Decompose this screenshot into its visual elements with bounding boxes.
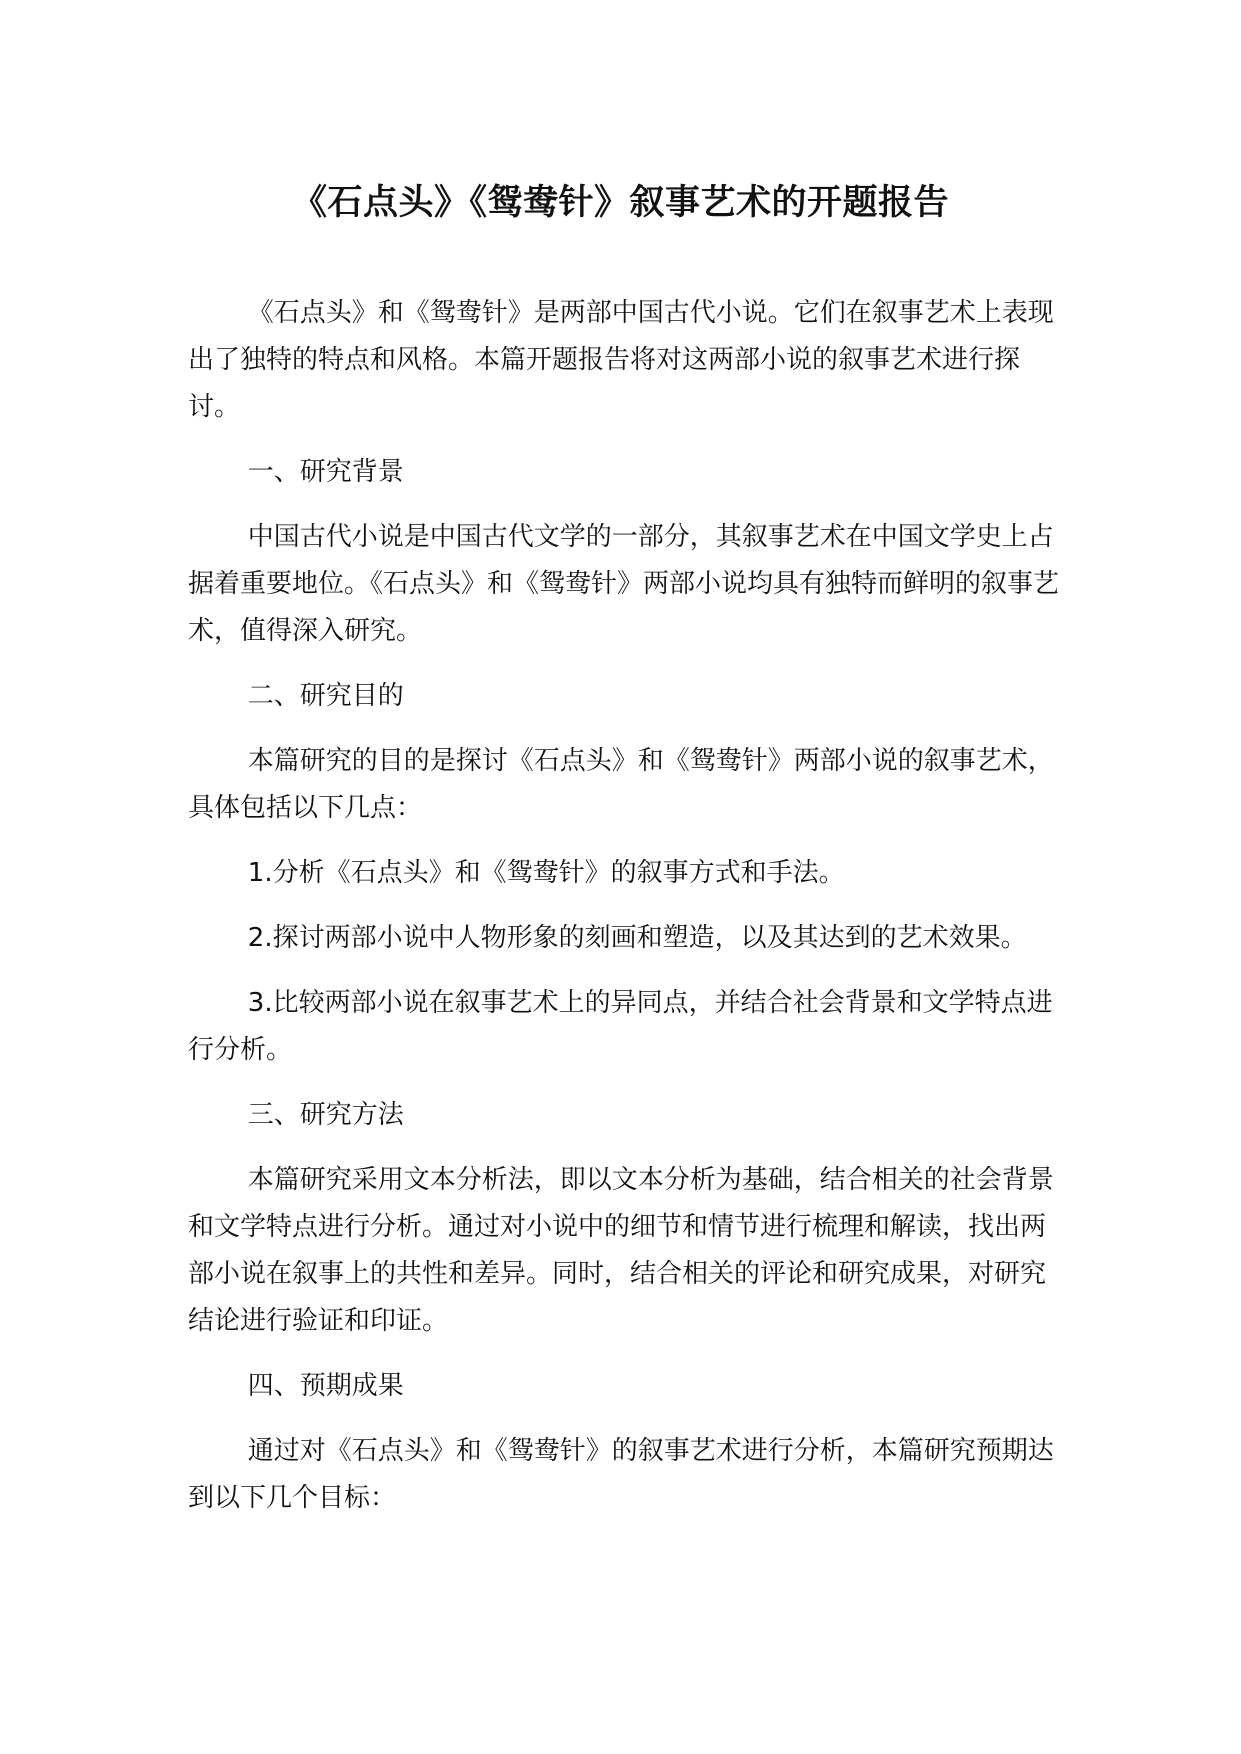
section-heading-background: 一、研究背景: [247, 457, 404, 487]
section-heading-method: 三、研究方法: [247, 1100, 404, 1130]
purpose-item: 2.探讨两部小说中人物形象的刻画和塑造，以及其达到的艺术效果。: [247, 923, 1027, 953]
section-heading-purpose: 二、研究目的: [247, 681, 404, 711]
purpose-item: 1.分析《石点头》和《鸳鸯针》的叙事方式和手法。: [247, 858, 845, 888]
purpose-paragraph: 本篇研究的目的是探讨《石点头》和《鸳鸯针》两部小说的叙事艺术，具体包括以下几点：: [188, 746, 1054, 823]
outcome-paragraph: 通过对《石点头》和《鸳鸯针》的叙事艺术进行分析，本篇研究预期达到以下几个目标：: [188, 1436, 1054, 1513]
background-paragraph: 中国古代小说是中国古代文学的一部分，其叙事艺术在中国文学史上占据着重要地位。《石点头》和《鸳鸯针》两部小说均具有独特而鲜明的叙事艺术，值得深入研究。: [188, 522, 1060, 646]
purpose-item: 3.比较两部小说在叙事艺术上的异同点，并结合社会背景和文学特点进行分析。: [188, 988, 1053, 1065]
document-title: 《石点头》《鸳鸯针》叙事艺术的开题报告: [291, 183, 949, 223]
intro-paragraph: 《石点头》和《鸳鸯针》是两部中国古代小说。它们在叙事艺术上表现出了独特的特点和风格。本篇开题报告将对这两部小说的叙事艺术进行探讨。: [188, 298, 1054, 422]
section-heading-outcome: 四、预期成果: [247, 1371, 404, 1401]
method-paragraph: 本篇研究采用文本分析法，即以文本分析为基础，结合相关的社会背景和文学特点进行分析。通过对小说中的细节和情节进行梳理和解读，找出两部小说在叙事上的共性和差异。同时，结合相关的评论和研究成果，对研究结论进行验证和印证。: [188, 1165, 1054, 1336]
document-body: [188, 290, 1068, 1540]
